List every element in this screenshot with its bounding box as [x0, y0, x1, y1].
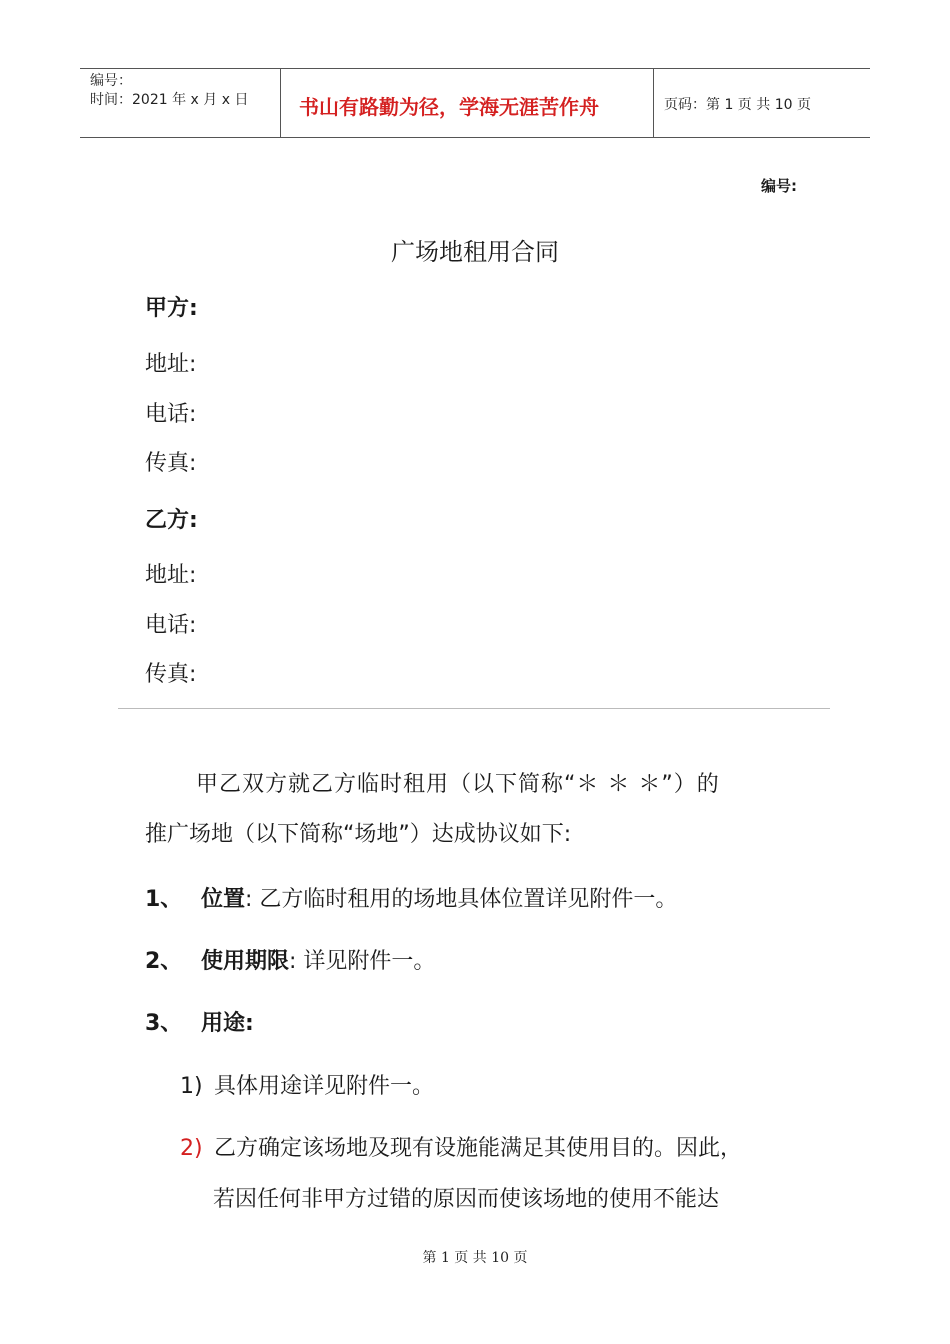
- party-b-fax: 传真:: [145, 662, 197, 687]
- intro-line-2: 推广场地（以下简称“场地”）达成协议如下:: [145, 822, 572, 847]
- document-title: 广场地租用合同: [391, 238, 559, 266]
- subclause-text: 具体用途详见附件一。: [214, 1074, 435, 1099]
- header-motto-cell: [281, 69, 654, 137]
- subclause-item: [180, 1069, 434, 1100]
- party-a-label: 甲方:: [145, 296, 198, 321]
- party-b-label: 乙方:: [145, 508, 198, 533]
- intro-line-1: 甲乙双方就乙方临时租用（以下简称“＊ ＊ ＊”）的: [196, 772, 720, 797]
- clause-item: [145, 944, 435, 975]
- party-b-phone: 电话:: [145, 613, 197, 638]
- clause-item: [145, 882, 677, 913]
- party-a-phone: 电话:: [145, 402, 197, 427]
- subclause-continuation: 若因任何非甲方过错的原因而使该场地的使用不能达: [213, 1187, 720, 1212]
- header-page-cell: [654, 69, 870, 137]
- clause-body: : 详见附件一。: [289, 949, 436, 974]
- header-meta-cell: [80, 69, 281, 137]
- clause-number: 2、: [145, 949, 183, 974]
- party-a-address: 地址:: [145, 352, 197, 377]
- header-page-info: 页码：第 1 页 共 10 页: [664, 97, 811, 113]
- header-motto: 书山有路勤为径，学海无涯苦作舟: [299, 95, 599, 119]
- page-footer: 第 1 页 共 10 页: [422, 1250, 528, 1266]
- section-divider: [118, 708, 830, 709]
- party-a-fax: 传真:: [145, 451, 197, 476]
- clause-body: : 乙方临时租用的场地具体位置详见附件一。: [245, 887, 678, 912]
- party-b-address: 地址:: [145, 563, 197, 588]
- subclause-text: 乙方确定该场地及现有设施能满足其使用目的。因此，: [214, 1136, 743, 1161]
- clause-heading: 使用期限: [201, 949, 290, 974]
- clause-heading: 用途:: [201, 1011, 254, 1036]
- subclause-number: 2): [180, 1136, 203, 1161]
- clause-heading: 位置: [201, 887, 246, 912]
- clause-item: [145, 1006, 254, 1037]
- page-header: [80, 68, 870, 138]
- clause-number: 3、: [145, 1011, 183, 1036]
- header-number-label: 编号：: [90, 73, 132, 89]
- subclause-item: [180, 1131, 742, 1162]
- subclause-number: 1): [180, 1074, 203, 1099]
- document-number: 编号:: [761, 177, 797, 195]
- clause-number: 1、: [145, 887, 183, 912]
- header-date-label: 时间：2021 年 x 月 x 日: [90, 92, 249, 108]
